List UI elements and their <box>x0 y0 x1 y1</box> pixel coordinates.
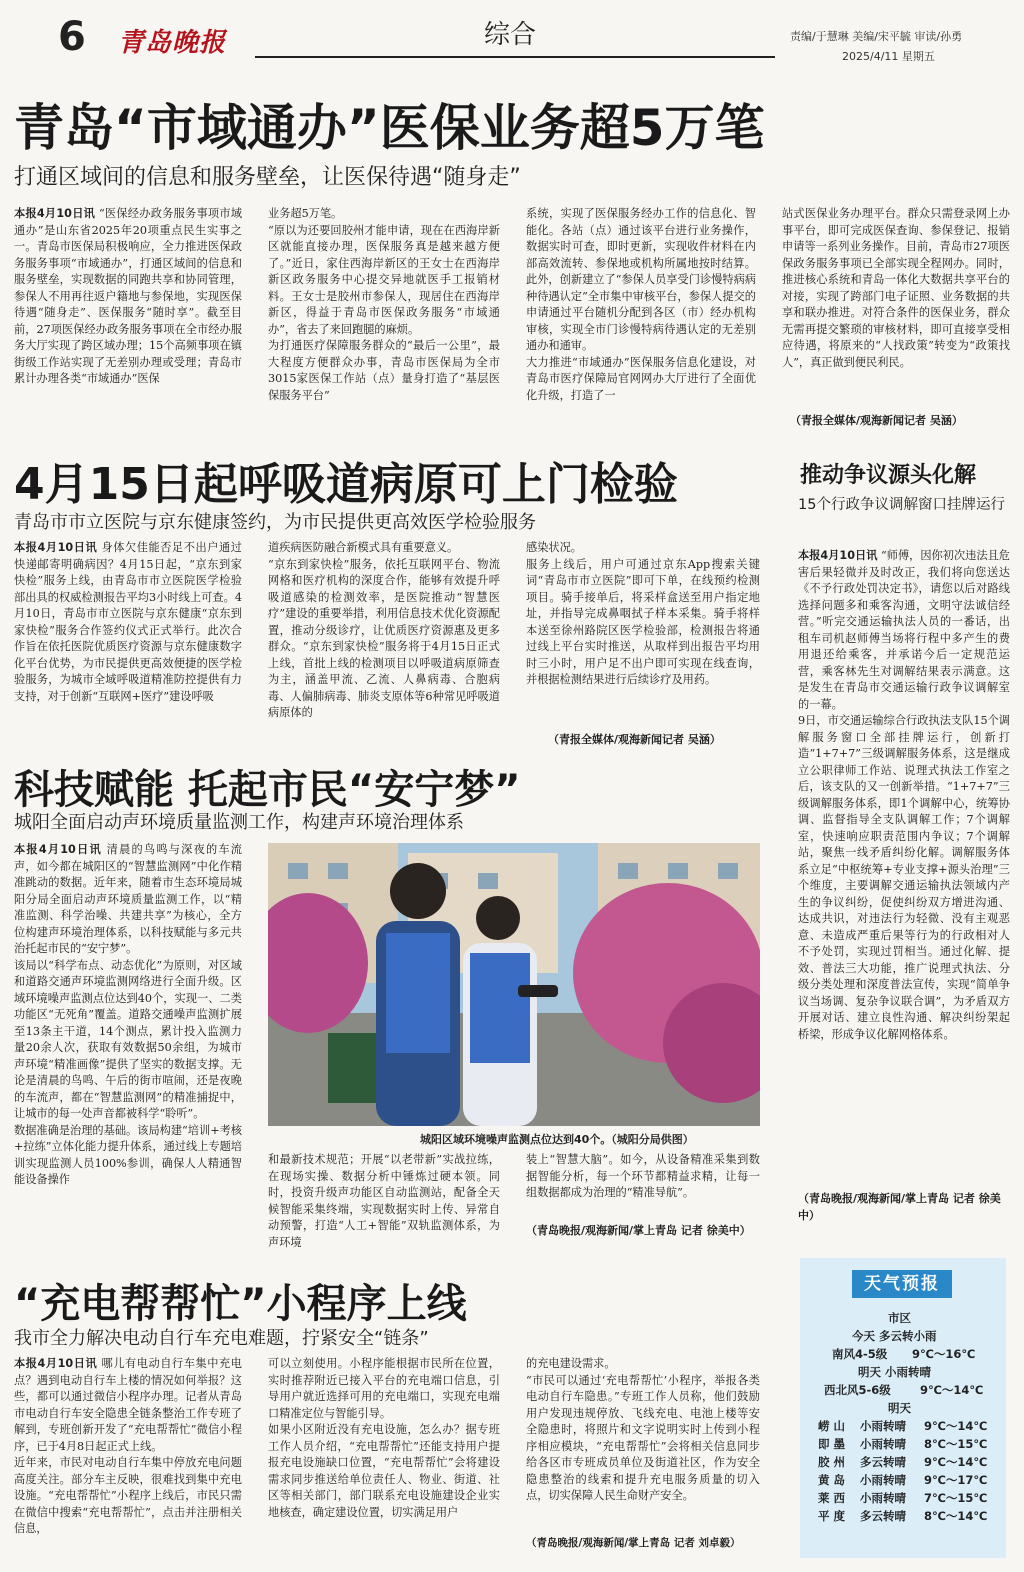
a5-byline: （青岛晚报/观海新闻/掌上青岛 记者 刘卓毅） <box>526 1537 741 1549</box>
page-number: 6 <box>58 14 86 60</box>
photo-caption: 城阳区域环境噪声监测点位达到40个。（城阳分局供图） <box>420 1133 694 1146</box>
a1-text-1: “医保经办政务服务事项市域通办”是山东省2025年20项重点民生实事之一。青岛市医保局积极响应，全力推进医保政务服务事项“市域通办”，打通区域间的信息和服务壁垒，实现数据的同跑共享和协同管理，参保人不用再往返户籍地与参保地，实现医保待遇“随身走”、医保服务“随时享”。截至目前，27项医保经办政务服务事项在全市经办服务大厅实现了跨区域办理；15个高频事项在镇街级工作站实现了无差别办理或受理；青岛市累计办理各类“市域通办”医保 <box>14 207 242 385</box>
weather-city-name: 莱 西 <box>818 1491 846 1505</box>
a2-dateline: 本报4月10日讯 <box>14 541 98 554</box>
weather-city-cond: 小雨转晴 <box>860 1491 906 1505</box>
weather-city-cond: 多云转晴 <box>860 1509 906 1523</box>
weather-wind-2: 西北风5-6级 <box>824 1383 891 1397</box>
weather-city-temp: 9℃～17℃ <box>924 1473 988 1487</box>
a1-byline: （青报全媒体/观海新闻记者 吴涵） <box>790 414 963 427</box>
weather-box <box>800 1258 1006 1558</box>
a1-column-1 <box>14 206 242 426</box>
a1-subhead: 打通区域间的信息和服务壁垒，让医保待遇“随身走” <box>14 165 521 190</box>
a3-text-1: 清晨的鸟鸣与深夜的车流声，如今都在城阳区的“智慧监测网”中化作精准跳动的数据。近年来，随着市生态环境局城阳分局全面启动声环境质量监测工作，以“精准监测、科学治噪、共建共享”为核心，全方位构建声环境治理体系，以科技赋能与多元共治托起市民的“安宁梦”。 该局以“科学布点、动态优化”为原则，对区域和道路交通声环境监测网络进行全面升级。区域环境噪声监测点位达到40个，实现一、二类功能区“无死角”覆盖。道路交通噪声监测扩展至13条主干道，14个测点，累计投入监测力量20余人次，获取有效数据50余组，为城市声环境“精准画像”提供了坚实的数据支撑。无论是清晨的鸟鸣、午后的街市喧闹，还是夜晚的车流声，都在“智慧监测网”的精准捕捉中，让城市的每一处声音都被科学“聆听”。 数据准确是治理的基础。该局构建“培训+考核+拉练”立体化能力提升体系，通过线上专题培训实现监测人员100%参训，确保人人精通智能设备操作 <box>14 843 242 1186</box>
a3-dateline: 本报4月10日讯 <box>14 843 102 856</box>
a4-text: “师傅，因你初次违法且危害后果轻微并及时改正，我们将向您送达《不予行政处罚决定书》，请您以后对路线选择问题多和乘客沟通，文明守法诚信经营。”听完交通运输执法人员的一番话，出租车司机赵师傅当场将行程中多产生的费用退还给乘客，并承诺今后一定规范运营，乘客林先生对调解结果表示满意。这是发生在青岛市交通运输行政争议调解室的一幕。 9日，市交通运输综合行政执法支队15个调解服务窗口全部挂牌运行，创新打造“1+7+7”三级调解服务体系，这是继成立公职律师工作站、说理式执法工作室之后，该支队的又一创新举措。“1+7+7”三级调解服务体系，即1个调解中心，统筹协调、监督指导全支队调解工作；7个调解室，快速响应职责范围内争议；7个调解站，聚焦一线矛盾纠纷化解。调解服务体系立足“中枢统筹+专业支撑+源头治理”三个维度，主要调解交通运输执法领域内产生的争议纠纷，促使纠纷双方增进沟通、达成共识，对违法行为轻微、没有主观恶意、未造成严重后果等行为的行政相对人不予处罚，实现过罚相当。通过化解、提效、普法三大功能，推广说理式执法、分级分类处理和深度普法宣传，实现“简单争议当场调、复杂争议联合调”，为矛盾双方开展对话、建立良性沟通、解决纠纷架起桥梁，形成争议化解网格体系。 <box>798 549 1010 1041</box>
weather-city-temp: 8℃～15℃ <box>924 1437 988 1451</box>
a5-headline: “充电帮帮忙”小程序上线 <box>14 1281 467 1327</box>
a3-byline: （青岛晚报/观海新闻/掌上青岛 记者 徐美中） <box>526 1224 751 1237</box>
section-title: 综合 <box>483 20 536 50</box>
a4-subhead: 15个行政争议调解窗口挂牌运行 <box>798 497 1005 513</box>
a4-dateline: 本报4月10日讯 <box>798 549 878 562</box>
a5-column-1 <box>14 1356 242 1564</box>
weather-city-cond: 小雨转晴 <box>860 1473 906 1487</box>
a5-subhead: 我市全力解决电动自行车充电难题，拧紧安全“链条” <box>14 1328 429 1349</box>
weather-tomorrow: 明天 小雨转晴 <box>858 1365 932 1379</box>
noise-monitoring-photo <box>268 843 760 1126</box>
weather-temp-1: 9℃～16℃ <box>912 1347 976 1361</box>
a2-byline: （青报全媒体/观海新闻记者 吴涵） <box>548 733 721 746</box>
a5-column-2: 可以立刻使用。小程序能根据市民所在位置，实时推荐附近已接入平台的充电端口信息，引导用户就近选择可用的充电端口，实现充电端口精准定位与智能引导。 如果小区附近没有充电设施，怎么办？据专班工作人员介绍，“充电帮帮忙”还能支持用户提报充电设施缺口位置，“充电帮帮忙”会将建设需求同步推送给单位责任人、物业、街道、社区等相关部门，部门联系充电设施建设企业实地核查，确定建设位置，切实满足用户 <box>268 1357 500 1519</box>
a4-byline: （青岛晚报/观海新闻/掌上青岛 记者 徐美中） <box>798 1192 1001 1222</box>
a4-column <box>798 548 1010 1186</box>
a5-text-1: 哪儿有电动自行车集中充电点？遇到电动自行车上楼的情况如何举报？这些，都可以通过微信小程序办理。记者从青岛市电动自行车安全隐患全链条整治工作专班了解到，专班创新开发了“充电帮帮忙”微信小程序，已于4月8日起正式上线。 近年来，市民对电动自行车集中停放充电问题高度关注。部分车主反映，很难找到集中充电设施。“充电帮帮忙”小程序上线后，市民只需在微信中搜索“充电帮帮忙”，点击并注册相关信息， <box>14 1357 242 1535</box>
a3-column-3: 装上“智慧大脑”。如今，从设备精准采集到数据智能分析，每一个环节都精益求精，让每一组数据都成为治理的“精准导航”。 <box>526 1153 760 1199</box>
editors-credit: 责编/于慧琳 美编/宋平毓 审读/孙勇 <box>790 30 963 43</box>
a1-dateline: 本报4月10日讯 <box>14 207 96 220</box>
weather-tomorrow-label: 明天 <box>888 1401 911 1415</box>
a3-headline: 科技赋能 托起市民“安宁梦” <box>14 767 521 813</box>
a5-dateline: 本报4月10日讯 <box>14 1357 98 1370</box>
weather-city-name: 黄 岛 <box>818 1473 846 1487</box>
a1-column-3: 系统，实现了医保服务经办工作的信息化、智能化。各站（点）通过该平台进行业务操作，数据实时可查，即时更新，实现收件材料在内部高效流转、参保地或机构所属地按时结算。此外，创新建立了“参保人员享受门诊慢特病病种待遇认定”全市集中审核平台，参保人提交的申请通过平台随机分配到各区（市）经办机构审核，实现全市门诊慢特病待遇认定的无差别通办和通审。 大力推进“市域通办”医保服务信息化建设，对青岛市医疗保障局官网网办大厅进行了全面优化升级，打造了一 <box>526 207 756 402</box>
issue-date: 2025/4/11 星期五 <box>842 50 935 63</box>
a3-subhead: 城阳全面启动声环境质量监测工作，构建声环境治理体系 <box>14 812 464 833</box>
weather-city-cond: 小雨转晴 <box>860 1419 906 1433</box>
weather-city-name: 胶 州 <box>818 1455 846 1469</box>
a4-headline: 推动争议源头化解 <box>800 463 977 488</box>
weather-temp-2: 9℃～14℃ <box>920 1383 984 1397</box>
a2-column-1 <box>14 540 242 748</box>
header-rule <box>255 56 775 58</box>
a2-column-3: 感染状况。 服务上线后，用户可通过京东App搜索关键词“青岛市市立医院”即可下单，在线预约检测项目。骑手接单后，将采样盒送至用户指定地址，并指导完成鼻咽拭子样本采集。骑手将样本送至徐州路院区医学检验部，检测报告将通过线上平台实时推送，从取样到出报告平均用时三小时，用户足不出户即可实现在线查询，并根据检测结果进行后续诊疗及用药。 <box>526 541 760 686</box>
a1-headline: 青岛“市域通办”医保业务超5万笔 <box>14 99 765 157</box>
weather-today: 今天 多云转小雨 <box>852 1329 937 1343</box>
weather-city-name: 崂 山 <box>818 1419 846 1433</box>
newspaper-logo: 青岛晚报 <box>118 28 227 58</box>
a3-column-1 <box>14 842 242 1258</box>
weather-title: 天气预报 <box>852 1270 952 1298</box>
photo-illustration <box>268 843 760 1126</box>
weather-city-name: 即 墨 <box>818 1437 846 1451</box>
a2-text-1: 身体欠佳能否足不出户通过快递邮寄明确病因？4月15日起，“京东到家快检”服务上线，由青岛市市立医院医学检验部出具的权威检测报告平均3小时线上可查。4月10日，青岛市市立医院与京东健康“京东到家快检”服务合作签约仪式正式举行。此次合作旨在依托医院优质医疗资源与京东健康数字化平台优势，为市民提供更高效便捷的医学检验服务，为城市全域呼吸道精准防控提供有力支持，对于创新“互联网+医疗”建设呼吸 <box>14 541 242 703</box>
weather-city-temp: 9℃～14℃ <box>924 1455 988 1469</box>
weather-city-temp: 7℃～15℃ <box>924 1491 988 1505</box>
weather-city-temp: 8℃～14℃ <box>924 1509 988 1523</box>
a3-column-2: 和最新技术规范；开展“以老带新”实战拉练，在现场实操、数据分析中锤炼过硬本领。同时，投资升级声功能区自动监测站，配备全天候智能采集终端，实现数据实时上传、异常自动预警，打造“人工+智能”双轨监测体系，为声环境 <box>268 1153 500 1249</box>
weather-wind-1: 南风4-5级 <box>832 1347 888 1361</box>
a2-column-2: 道疾病医防融合新模式具有重要意义。 “京东到家快检”服务，依托互联网平台、物流网格和医疗机构的深度合作，能够有效提升呼吸道感染的检测效率，是医院推动“智慧医疗”建设的重要举措，利用信息技术优化资源配置，推动分级诊疗，让优质医疗资源惠及更多群众。“京东到家快检”服务将于4月15日正式上线，首批上线的检测项目以呼吸道病原筛查为主，涵盖甲流、乙流、人鼻病毒、合胞病毒、人偏肺病毒、肺炎支原体等6种常见呼吸道病原体的 <box>268 541 500 719</box>
a2-subhead: 青岛市市立医院与京东健康签约，为市民提供更高效医学检验服务 <box>14 512 536 533</box>
a1-column-4: 站式医保业务办理平台。群众只需登录网上办事平台，即可完成医保查询、参保登记、报销申请等一系列业务操作。目前，青岛市27项医保政务服务事项已全部实现全程网办。同时，推进核心系统和青岛一体化大数据共享平台的对接，实现了跨部门电子证照、业务数据的共享和联办推进。对符合条件的医保业务，群众无需再提交繁琐的审核材料，即可直接享受相应待遇，将原来的“人找政策”转变为“政策找人”，真正做到便民利民。 <box>782 207 1010 369</box>
weather-city-name: 平 度 <box>818 1509 846 1523</box>
weather-city-cond: 小雨转晴 <box>860 1437 906 1451</box>
weather-city-cond: 多云转晴 <box>860 1455 906 1469</box>
weather-city-temp: 9℃～14℃ <box>924 1419 988 1433</box>
a5-column-3: 的充电建设需求。 “市民可以通过‘充电帮帮忙’小程序，举报各类电动自行车隐患。”专班工作人员称，他们鼓励用户发现违规停放、飞线充电、电池上楼等安全隐患时，将照片和文字说明实时上传到小程序相应模块，“充电帮帮忙”会将相关信息同步给各区市专班成员单位及街道社区，作为安全隐患整治的线索和提升充电服务质量的切入点，切实保障人民生命财产安全。 <box>526 1357 760 1502</box>
a2-headline: 4月15日起呼吸道病原可上门检验 <box>14 459 678 510</box>
a1-column-2: 业务超5万笔。 “原以为还要回胶州才能申请，现在在西海岸新区就能直接办理，医保服务真是越来越方便了。”近日，家住西海岸新区的王女士在西海岸新区政务服务中心提交异地就医手工报销材料。王女士是胶州市参保人，现居住在西海岸新区，得益于青岛市医保政务服务“市域通办”，省去了来回跑腿的麻烦。 为打通医疗保障服务群众的“最后一公里”，最大程度方便群众办事，青岛市医保局为全市3015家医保工作站（点）量身打造了“基层医保服务平台” <box>268 207 500 402</box>
weather-area: 市区 <box>888 1311 911 1325</box>
